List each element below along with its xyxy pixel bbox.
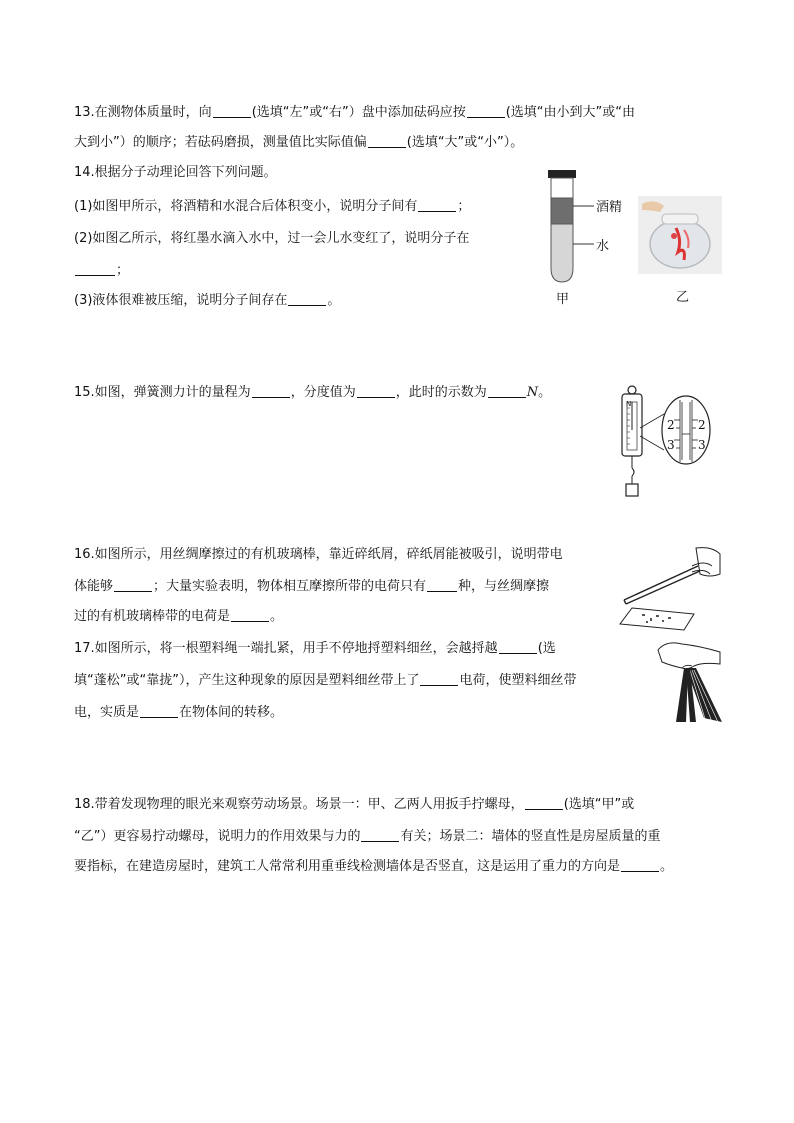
q15-blank-3[interactable] (488, 384, 526, 398)
q17-line1 (74, 640, 556, 658)
q18-line3 (74, 858, 673, 876)
tick-3-right: 3 (698, 438, 706, 452)
q13-text: (选填“左”或“右”）盘中添加砝码应按 (251, 105, 466, 120)
q14-text: (3)液体很难被压缩，说明分子间存在 (74, 293, 288, 308)
q14-text: (1)如图甲所示，将酒精和水混合后体积变小，说明分子间有 (74, 199, 418, 214)
q18-blank-1[interactable] (525, 796, 563, 810)
q18-text: 有关；场景二：墙体的竖直性是房屋质量的重 (400, 829, 661, 844)
q17-line2 (74, 672, 576, 690)
q14-part1 (74, 198, 470, 216)
tick-3-left: 3 (667, 438, 675, 452)
q18-line2 (74, 828, 661, 846)
q15-text: 15.如图，弹簧测力计的量程为 (74, 385, 251, 400)
q13-blank-1[interactable] (213, 104, 251, 118)
tick-2-left: 2 (667, 418, 675, 432)
q14-text: ； (457, 199, 471, 214)
q17-text: 17.如图所示，将一根塑料绳一端扎紧，用手不停地捋塑料细丝，会越捋越 (74, 641, 498, 656)
q18-text: 18.带着发现物理的眼光来观察劳动场景。场景一：甲、乙两人用扳手拧螺母， (74, 797, 524, 812)
tick-2-right: 2 (698, 418, 706, 432)
q14-title: 14.根据分子动理论回答下列问题。 (74, 165, 277, 180)
label-water: 水 (596, 239, 610, 254)
q15-line (74, 384, 551, 402)
glass-rod-figure (612, 544, 722, 634)
q13-blank-3[interactable] (368, 134, 406, 148)
q17-blank-2[interactable] (420, 672, 458, 686)
q16-text: 种，与丝绸摩擦 (458, 579, 550, 594)
q17-blank-3[interactable] (140, 704, 178, 718)
glass-rod-drawing (612, 544, 722, 634)
q13-line1 (74, 104, 635, 122)
q14-blank-2[interactable] (75, 262, 115, 276)
label-jia: 甲 (556, 292, 570, 307)
q13-text: (选填“大”或“小”）。 (406, 135, 524, 150)
plastic-strands-figure (656, 638, 724, 728)
q14-part3 (74, 292, 340, 310)
q18-text: 。 (660, 859, 674, 874)
q16-line1: 16.如图所示，用丝绸摩擦过的有机玻璃棒，靠近碎纸屑，碎纸屑能被吸引，说明带电 (74, 547, 563, 562)
q15-text: 。 (538, 385, 552, 400)
q14-part2: (2)如图乙所示，将红墨水滴入水中，过一会儿水变红了，说明分子在 (74, 231, 470, 246)
q16-blank-1[interactable] (114, 578, 152, 592)
q16-text: ；大量实验表明，物体相互摩擦所带的电荷只有 (153, 579, 427, 594)
q16-text: 体能够 (74, 579, 114, 594)
q18-line1 (74, 796, 634, 814)
plastic-strands-drawing (656, 638, 724, 728)
ink-jar-figure (638, 196, 722, 308)
ink-jar-photo (638, 196, 722, 274)
label-alcohol: 酒精 (596, 200, 623, 215)
q16-blank-3[interactable] (231, 608, 269, 622)
q16-text: 过的有机玻璃棒带的电荷是 (74, 609, 231, 624)
q17-text: 电荷，使塑料细丝带 (459, 673, 577, 688)
q15-unit: N (526, 385, 539, 400)
q17-text: 电，实质是 (74, 705, 140, 720)
q13-text: (选填“由小到大”或“由 (505, 105, 635, 120)
q17-text: 在物体间的转移。 (179, 705, 284, 720)
test-tube-figure (544, 168, 634, 308)
q17-text: (选 (537, 641, 556, 656)
q16-blank-2[interactable] (427, 578, 457, 592)
q18-text: “乙”）更容易拧动螺母，说明力的作用效果与力的 (74, 829, 361, 844)
q13-blank-2[interactable] (467, 104, 505, 118)
q18-blank-3[interactable] (621, 858, 659, 872)
test-tube-drawing (544, 168, 634, 308)
q15-blank-2[interactable] (357, 384, 395, 398)
q16-line2 (74, 578, 549, 596)
q14-text: 。 (327, 293, 341, 308)
label-yi: 乙 (676, 290, 690, 305)
q15-text: ，分度值为 (290, 385, 356, 400)
q14-blank-3[interactable] (288, 292, 326, 306)
q18-text: 要指标，在建造房屋时，建筑工人常常利用重垂线检测墙体是否竖直，这是运用了重力的方向是 (74, 859, 621, 874)
scale-unit-label: N (626, 400, 632, 408)
q16-line3 (74, 608, 283, 626)
q17-text: 填“蓬松”或“靠拢”），产生这种现象的原因是塑料细丝带上了 (74, 673, 420, 688)
q14-blank-1[interactable] (418, 198, 456, 212)
q15-blank-1[interactable] (252, 384, 290, 398)
q14-text: ； (116, 263, 130, 278)
q15-text: ，此时的示数为 (395, 385, 487, 400)
q17-blank-1[interactable] (499, 640, 537, 654)
q13-text: 大到小”）的顺序；若砝码磨损，测量值比实际值偏 (74, 135, 367, 150)
q16-text: 。 (270, 609, 284, 624)
spring-scale-figure (618, 384, 722, 508)
q18-blank-2[interactable] (361, 828, 399, 842)
q17-line3 (74, 704, 283, 722)
q13-line2 (74, 134, 523, 152)
q18-text: (选填“甲”或 (563, 797, 635, 812)
q14-part2-cont (74, 262, 129, 280)
q13-text: 13.在测物体质量时，向 (74, 105, 212, 120)
